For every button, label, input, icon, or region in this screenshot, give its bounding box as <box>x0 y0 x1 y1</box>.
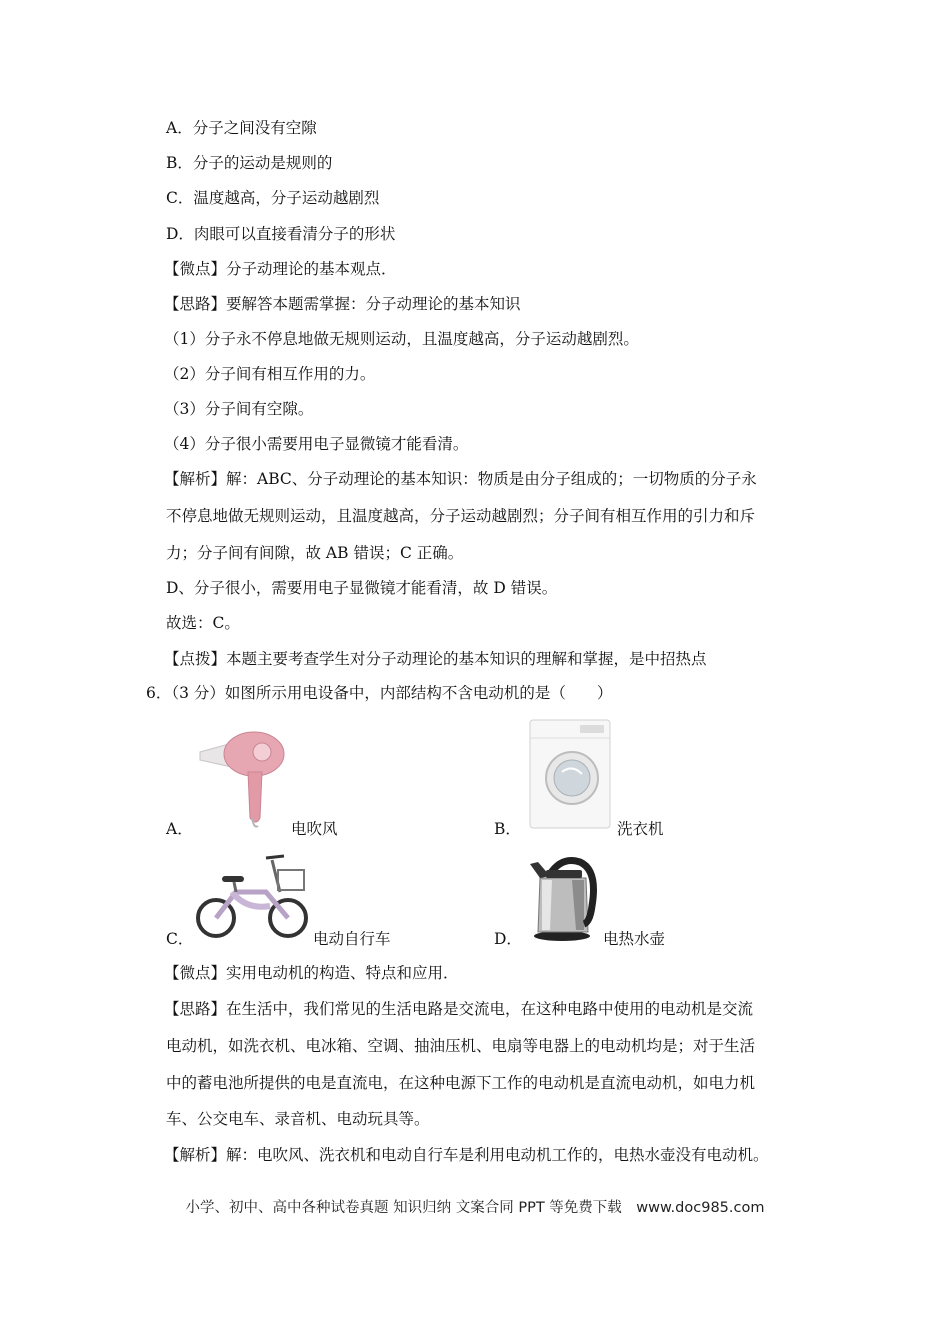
option-d-letter: D． <box>494 930 522 948</box>
option-a: A．分子之间没有空隙 <box>166 119 317 137</box>
q5-jiexi-line-4: D、分子很小，需要用电子显微镜才能看清，故 D 错误。 <box>166 579 558 597</box>
q6-weidian: 【微点】实用电动机的构造、特点和应用． <box>164 964 459 982</box>
q6-silu-line-1: 【思路】在生活中，我们常见的生活电路是交流电，在这种电路中使用的电动机是交流 <box>164 1000 754 1018</box>
q5-point-3: （3）分子间有空隙。 <box>164 400 314 418</box>
hair-dryer-icon <box>196 726 288 830</box>
q6-jiexi: 【解析】解：电吹风、洗衣机和电动自行车是利用电动机工作的，电热水壶没有电动机。 <box>164 1146 769 1164</box>
page-footer: 小学、初中、高中各种试卷真题 知识归纳 文案合同 PPT 等免费下载 www.doc985.com <box>185 1200 765 1216</box>
q5-point-1: （1）分子永不停息地做无规则运动，且温度越高，分子运动越剧烈。 <box>164 330 639 348</box>
q5-point-4: （4）分子很小需要用电子显微镜才能看清。 <box>164 435 469 453</box>
q5-jiexi-line-1: 【解析】解：ABC、分子动理论的基本知识：物质是由分子组成的；一切物质的分子永 <box>164 470 757 488</box>
option-c: C．温度越高，分子运动越剧烈 <box>166 189 380 207</box>
q6-question: 6．（3 分）如图所示用电设备中，内部结构不含电动机的是（ ） <box>146 684 613 702</box>
option-b-name: 洗衣机 <box>617 820 664 838</box>
option-a-letter: A． <box>166 820 193 838</box>
option-c-letter: C． <box>166 930 194 948</box>
electric-kettle-icon <box>528 852 602 942</box>
q6-silu-line-2: 电动机，如洗衣机、电冰箱、空调、抽油压机、电扇等电器上的电动机均是；对于生活 <box>166 1037 756 1055</box>
q5-jiexi-line-2: 不停息地做无规则运动，且温度越高，分子运动越剧烈；分子间有相互作用的引力和斥 <box>166 507 756 525</box>
option-a-name: 电吹风 <box>291 820 338 838</box>
q5-silu: 【思路】要解答本题需掌握：分子动理论的基本知识 <box>164 295 521 313</box>
q5-point-2: （2）分子间有相互作用的力。 <box>164 365 376 383</box>
q5-jiexi-line-3: 力；分子间有间隙，故 AB 错误；C 正确。 <box>166 544 464 562</box>
option-b: B．分子的运动是规则的 <box>166 154 333 172</box>
q5-dianbo: 【点拨】本题主要考查学生对分子动理论的基本知识的理解和掌握，是中招热点 <box>164 650 707 668</box>
option-b-letter: B． <box>494 820 521 838</box>
electric-bicycle-icon <box>196 852 310 942</box>
q6-silu-line-4: 车、公交电车、录音机、电动玩具等。 <box>166 1110 430 1128</box>
option-d: D．肉眼可以直接看清分子的形状 <box>166 225 396 243</box>
option-c-name: 电动自行车 <box>313 930 391 948</box>
q6-silu-line-3: 中的蓄电池所提供的电是直流电，在这种电源下工作的电动机是直流电动机，如电力机 <box>166 1074 756 1092</box>
washing-machine-icon <box>528 718 612 830</box>
option-d-name: 电热水壶 <box>603 930 666 948</box>
q5-weidian: 【微点】分子动理论的基本观点． <box>164 260 397 278</box>
q5-answer: 故选：C。 <box>166 614 240 632</box>
